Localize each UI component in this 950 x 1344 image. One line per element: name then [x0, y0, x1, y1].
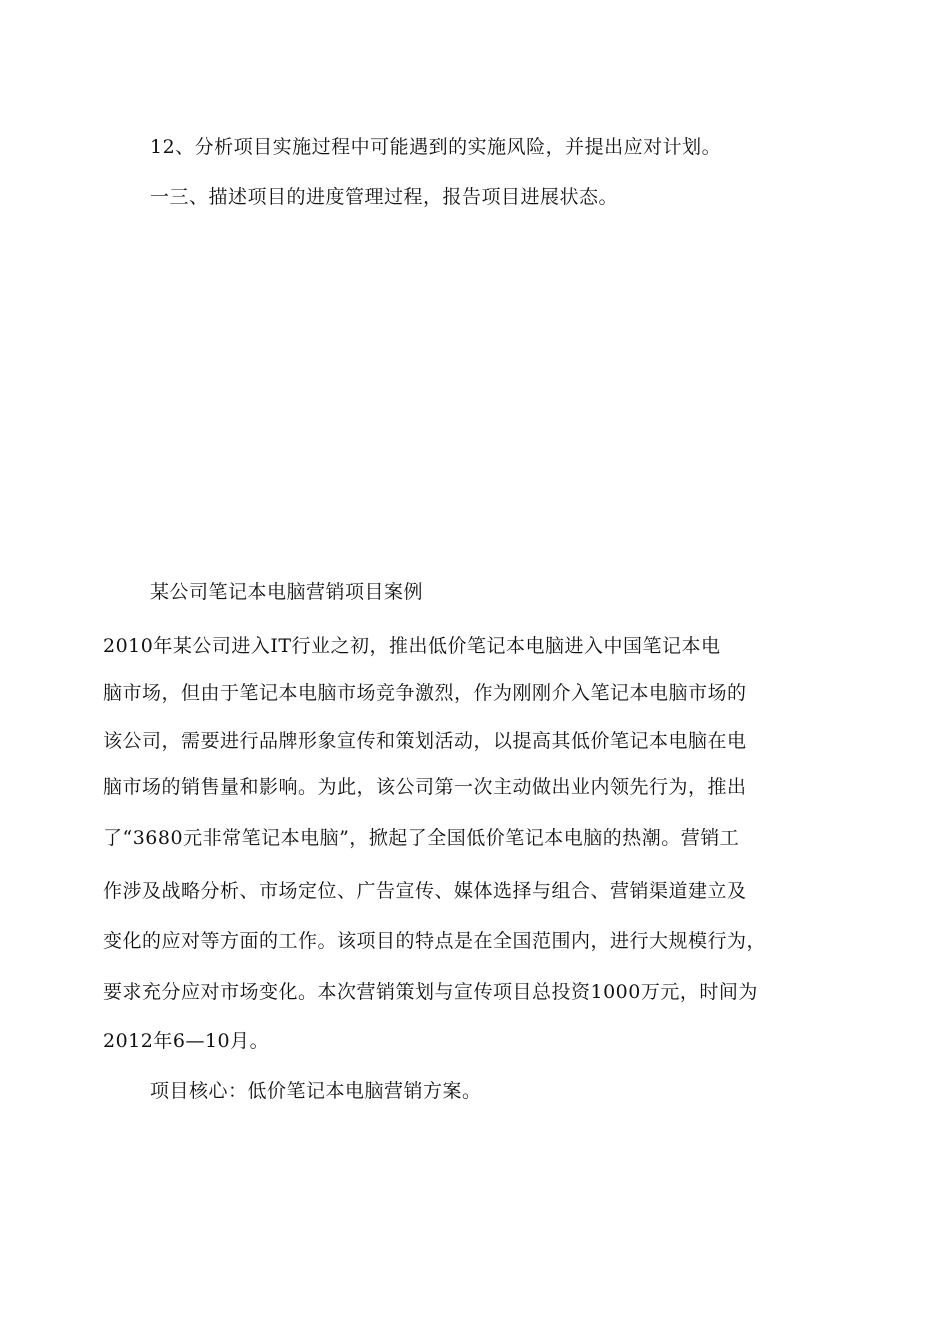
paragraph-line-8: 要求充分应对市场变化。本次营销策划与宣传项目总投资1000万元，时间为: [103, 981, 758, 1003]
case-title: 某公司笔记本电脑营销项目案例: [150, 581, 424, 603]
paragraph-line-9: 2012年6—10月。: [103, 1030, 270, 1052]
paragraph-line-4: 脑市场的销售量和影响。为此，该公司第一次主动做出业内领先行为，推出: [103, 776, 747, 798]
paragraph-line-2: 脑市场，但由于笔记本电脑市场竞争激烈，作为刚刚介入笔记本电脑市场的: [103, 682, 747, 704]
project-core: 项目核心：低价笔记本电脑营销方案。: [150, 1080, 482, 1102]
paragraph-line-5: 了“3680元非常笔记本电脑”，掀起了全国低价笔记本电脑的热潮。营销工: [103, 827, 740, 849]
paragraph-line-1: 2010年某公司进入IT行业之初，推出低价笔记本电脑进入中国笔记本电: [103, 635, 721, 657]
paragraph-line-6: 作涉及战略分析、市场定位、广告宣传、媒体选择与组合、营销渠道建立及: [103, 880, 747, 902]
list-item-12: 12、分析项目实施过程中可能遇到的实施风险，并提出应对计划。: [150, 136, 722, 158]
paragraph-line-7: 变化的应对等方面的工作。该项目的特点是在全国范围内，进行大规模行为，: [103, 930, 767, 952]
paragraph-line-3: 该公司，需要进行品牌形象宣传和策划活动，以提高其低价笔记本电脑在电: [103, 730, 747, 752]
list-item-13: 一三、描述项目的进度管理过程，报告项目进展状态。: [150, 186, 619, 208]
